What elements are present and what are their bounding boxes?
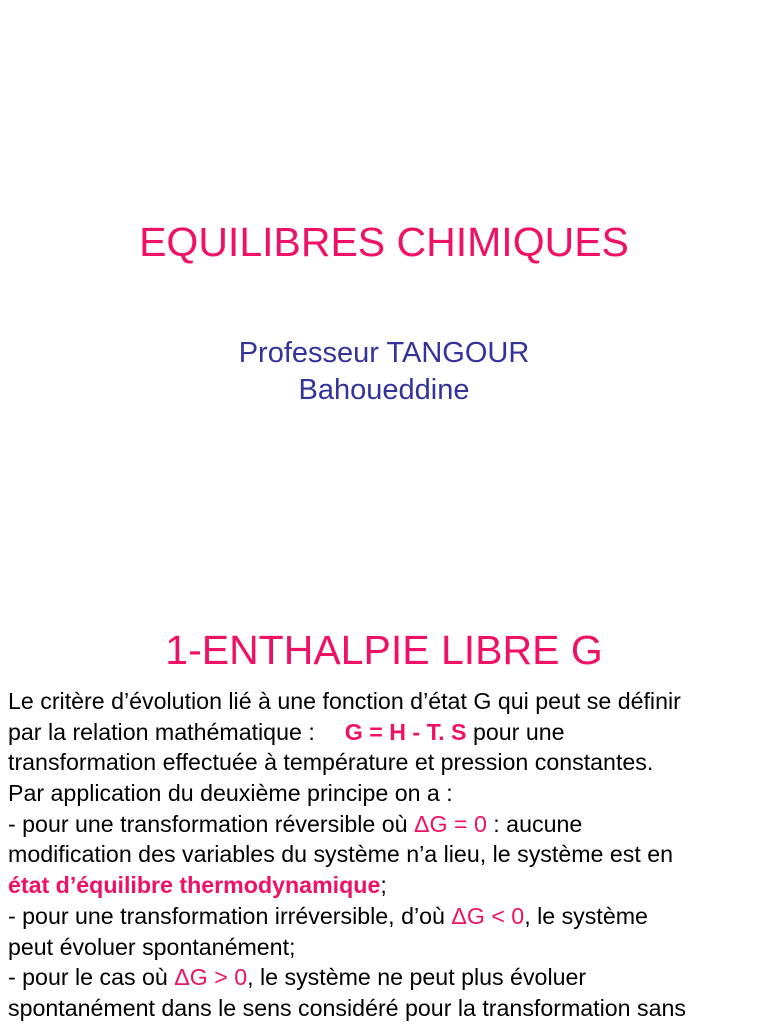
equilibrium-term: état d’équilibre thermodynamique — [8, 872, 381, 899]
text-span: , le système — [524, 902, 648, 929]
body-line — [8, 809, 764, 840]
delta-g-negative: ΔG < 0 — [451, 902, 525, 929]
text-span: : aucune — [486, 810, 583, 837]
body-paragraph — [8, 686, 764, 1024]
text-span: - pour le cas où — [8, 964, 175, 991]
body-line — [8, 717, 764, 748]
author-block — [0, 335, 768, 409]
author-firstname: Bahoueddine — [298, 374, 470, 406]
body-line — [8, 962, 764, 993]
text-span: par la relation mathématique : — [8, 718, 315, 745]
body-line — [8, 747, 764, 778]
body-line — [8, 993, 764, 1024]
delta-g-positive: ΔG > 0 — [174, 964, 248, 991]
body-line — [8, 901, 764, 932]
author-name: Professeur TANGOUR — [238, 337, 530, 369]
formula-g: G = H - T. S — [344, 718, 467, 745]
text-span: Par application du deuxième principe on a : — [8, 780, 453, 807]
section-title: 1-ENTHALPIE LIBRE G — [165, 627, 603, 673]
text-span: - pour une transformation irréversible, d’où — [8, 902, 452, 929]
text-span: ; — [380, 872, 387, 899]
body-line — [8, 686, 764, 717]
delta-g-zero: ΔG = 0 — [414, 810, 487, 837]
text-span: , le système ne peut plus évoluer — [247, 964, 587, 991]
slide-title: EQUILIBRES CHIMIQUES — [139, 219, 629, 265]
text-span: peut évoluer spontanément; — [8, 933, 296, 960]
text-span: modification des variables du système n’a lieu, le système est en — [8, 841, 674, 868]
text-span: spontanément dans le sens considéré pour la transformation sans — [8, 994, 686, 1021]
body-line — [8, 932, 764, 963]
body-line — [8, 839, 764, 870]
text-span: Le critère d’évolution lié à une fonction d’état G qui peut se définir — [8, 688, 681, 714]
body-line — [8, 870, 764, 901]
body-line — [8, 778, 764, 809]
text-span: pour une — [466, 718, 565, 745]
text-span: transformation effectuée à température et pression constantes. — [8, 749, 654, 776]
text-span: - pour une transformation réversible où — [8, 810, 414, 837]
